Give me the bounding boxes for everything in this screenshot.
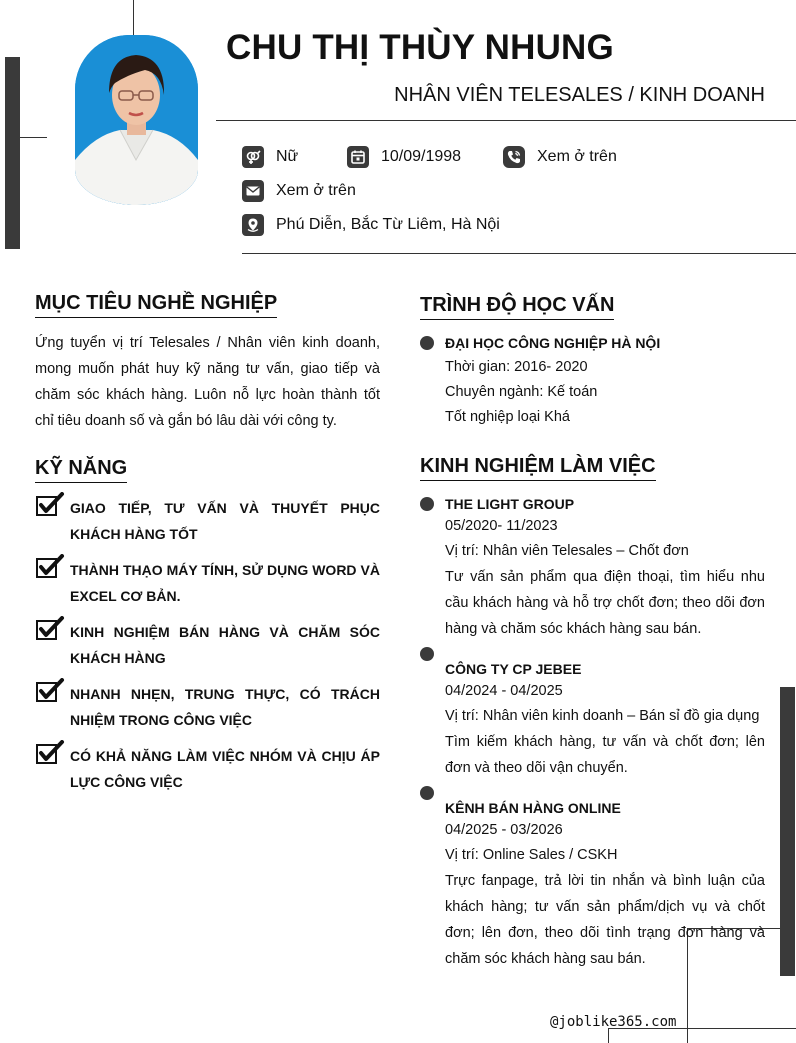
- skill-text: NHANH NHẸN, TRUNG THỰC, CÓ TRÁCH NHIỆM TRONG CÔNG VIỆC: [70, 686, 380, 728]
- education-major: Chuyên ngành: Kế toán: [445, 384, 598, 400]
- gender-row: [242, 146, 298, 168]
- timeline-bullet: [420, 336, 434, 350]
- header-divider-bottom: [242, 253, 796, 254]
- education-grade: Tốt nghiệp loại Khá: [445, 409, 570, 425]
- skill-text: THÀNH THẠO MÁY TÍNH, SỬ DỤNG WORD VÀ EXCEL CƠ BẢN.: [70, 562, 380, 604]
- skill-text: CÓ KHẢ NĂNG LÀM VIỆC NHÓM VÀ CHỊU ÁP LỰC CÔNG VIỆC: [70, 748, 380, 790]
- address-row: [242, 214, 500, 236]
- skill-text: KINH NGHIỆM BÁN HÀNG VÀ CHĂM SÓC KHÁCH HÀNG: [70, 624, 380, 666]
- right-accent-bar: [780, 687, 795, 976]
- education-title: TRÌNH ĐỘ HỌC VẤN: [420, 294, 614, 320]
- email-value: Xem ở trên: [276, 182, 356, 199]
- job-period: 04/2025 - 03/2026: [445, 822, 563, 838]
- job-position: Vị trí: Nhân viên Telesales – Chốt đơn: [445, 543, 689, 559]
- timeline-bullet: [420, 647, 434, 661]
- education-entry: [445, 333, 765, 430]
- company-name: THE LIGHT GROUP: [445, 496, 575, 512]
- objective-title: MỤC TIÊU NGHỀ NGHIỆP: [35, 292, 277, 318]
- experience-title: KINH NGHIỆM LÀM VIỆC: [420, 455, 656, 481]
- checkbox-icon: [35, 678, 65, 704]
- company-name: CÔNG TY CP JEBEE: [445, 661, 582, 677]
- checkbox-icon: [35, 616, 65, 642]
- job-entry: [445, 659, 765, 781]
- job-entry: [445, 494, 765, 642]
- corner-frame-tick: [608, 1028, 609, 1043]
- school-name: ĐẠI HỌC CÔNG NGHIỆP HÀ NỘI: [445, 335, 661, 351]
- skill-item: [35, 681, 380, 733]
- job-position: Vị trí: Nhân viên kinh doanh – Bán sỉ đồ gia dụng: [445, 708, 760, 724]
- gender-value: Nữ: [276, 148, 299, 165]
- job-description: Tư vấn sản phẩm qua điện thoại, tìm hiểu nhu cầu khách hàng và hỗ trợ chốt đơn; theo dõi đơn hàng và chăm sóc khách hàng sau bán.: [445, 569, 765, 637]
- job-period: 04/2024 - 04/2025: [445, 683, 563, 699]
- birthday-value: 10/09/1998: [381, 148, 462, 165]
- skill-text: GIAO TIẾP, TƯ VẤN VÀ THUYẾT PHỤC KHÁCH HÀNG TỐT: [70, 500, 380, 542]
- job-position: Vị trí: Online Sales / CSKH: [445, 847, 618, 863]
- job-title: NHÂN VIÊN TELESALES / KINH DOANH: [394, 84, 765, 106]
- company-name: KÊNH BÁN HÀNG ONLINE: [445, 800, 621, 816]
- skills-title: KỸ NĂNG: [35, 457, 127, 483]
- watermark: @joblike365.com: [550, 1014, 677, 1030]
- calendar-icon: [347, 146, 369, 168]
- address-value: Phú Diễn, Bắc Từ Liêm, Hà Nội: [276, 216, 500, 233]
- education-time: Thời gian: 2016- 2020: [445, 359, 588, 375]
- checkbox-icon: [35, 740, 65, 766]
- header-divider-top: [216, 120, 796, 121]
- email-icon: [242, 180, 264, 202]
- checkbox-icon: [35, 554, 65, 580]
- phone-icon: [503, 146, 525, 168]
- phone-value: Xem ở trên: [537, 148, 617, 165]
- phone-row: [503, 146, 617, 168]
- job-description: Trực fanpage, trả lời tin nhắn và bình luận của khách hàng; tư vấn sản phẩm/dịch vụ và chốt đơn; lên đơn, theo dõi tình trạng đơn hàng và chăm sóc khách hàng sau bán.: [445, 873, 765, 967]
- checkbox-icon: [35, 492, 65, 518]
- job-period: 05/2020- 11/2023: [445, 518, 558, 534]
- gender-icon: [242, 146, 264, 168]
- left-accent-bar: [5, 57, 20, 249]
- timeline-bullet: [420, 497, 434, 511]
- skill-item: [35, 619, 380, 671]
- location-pin-icon: [242, 214, 264, 236]
- top-vertical-line: [133, 0, 134, 36]
- job-description: Tìm kiếm khách hàng, tư vấn và chốt đơn; lên đơn và theo dõi vận chuyển.: [445, 734, 765, 776]
- skill-item: [35, 495, 380, 547]
- skill-item: [35, 557, 380, 609]
- profile-photo: [75, 35, 198, 205]
- birthday-row: [347, 146, 461, 168]
- email-row: [242, 180, 356, 202]
- job-entry: [445, 798, 765, 972]
- skill-item: [35, 743, 380, 795]
- objective-text: Ứng tuyển vị trí Telesales / Nhân viên kinh doanh, mong muốn phát huy kỹ năng tư vấn, giao tiếp và chăm sóc khách hàng. Luôn nỗ lực hoàn thành tốt chỉ tiêu doanh số và gắn bó lâu dài với công ty.: [35, 335, 380, 429]
- portrait-illustration: [75, 35, 198, 205]
- left-horizontal-line: [20, 137, 47, 138]
- timeline-bullet: [420, 786, 434, 800]
- candidate-name: CHU THỊ THÙY NHUNG: [226, 28, 614, 67]
